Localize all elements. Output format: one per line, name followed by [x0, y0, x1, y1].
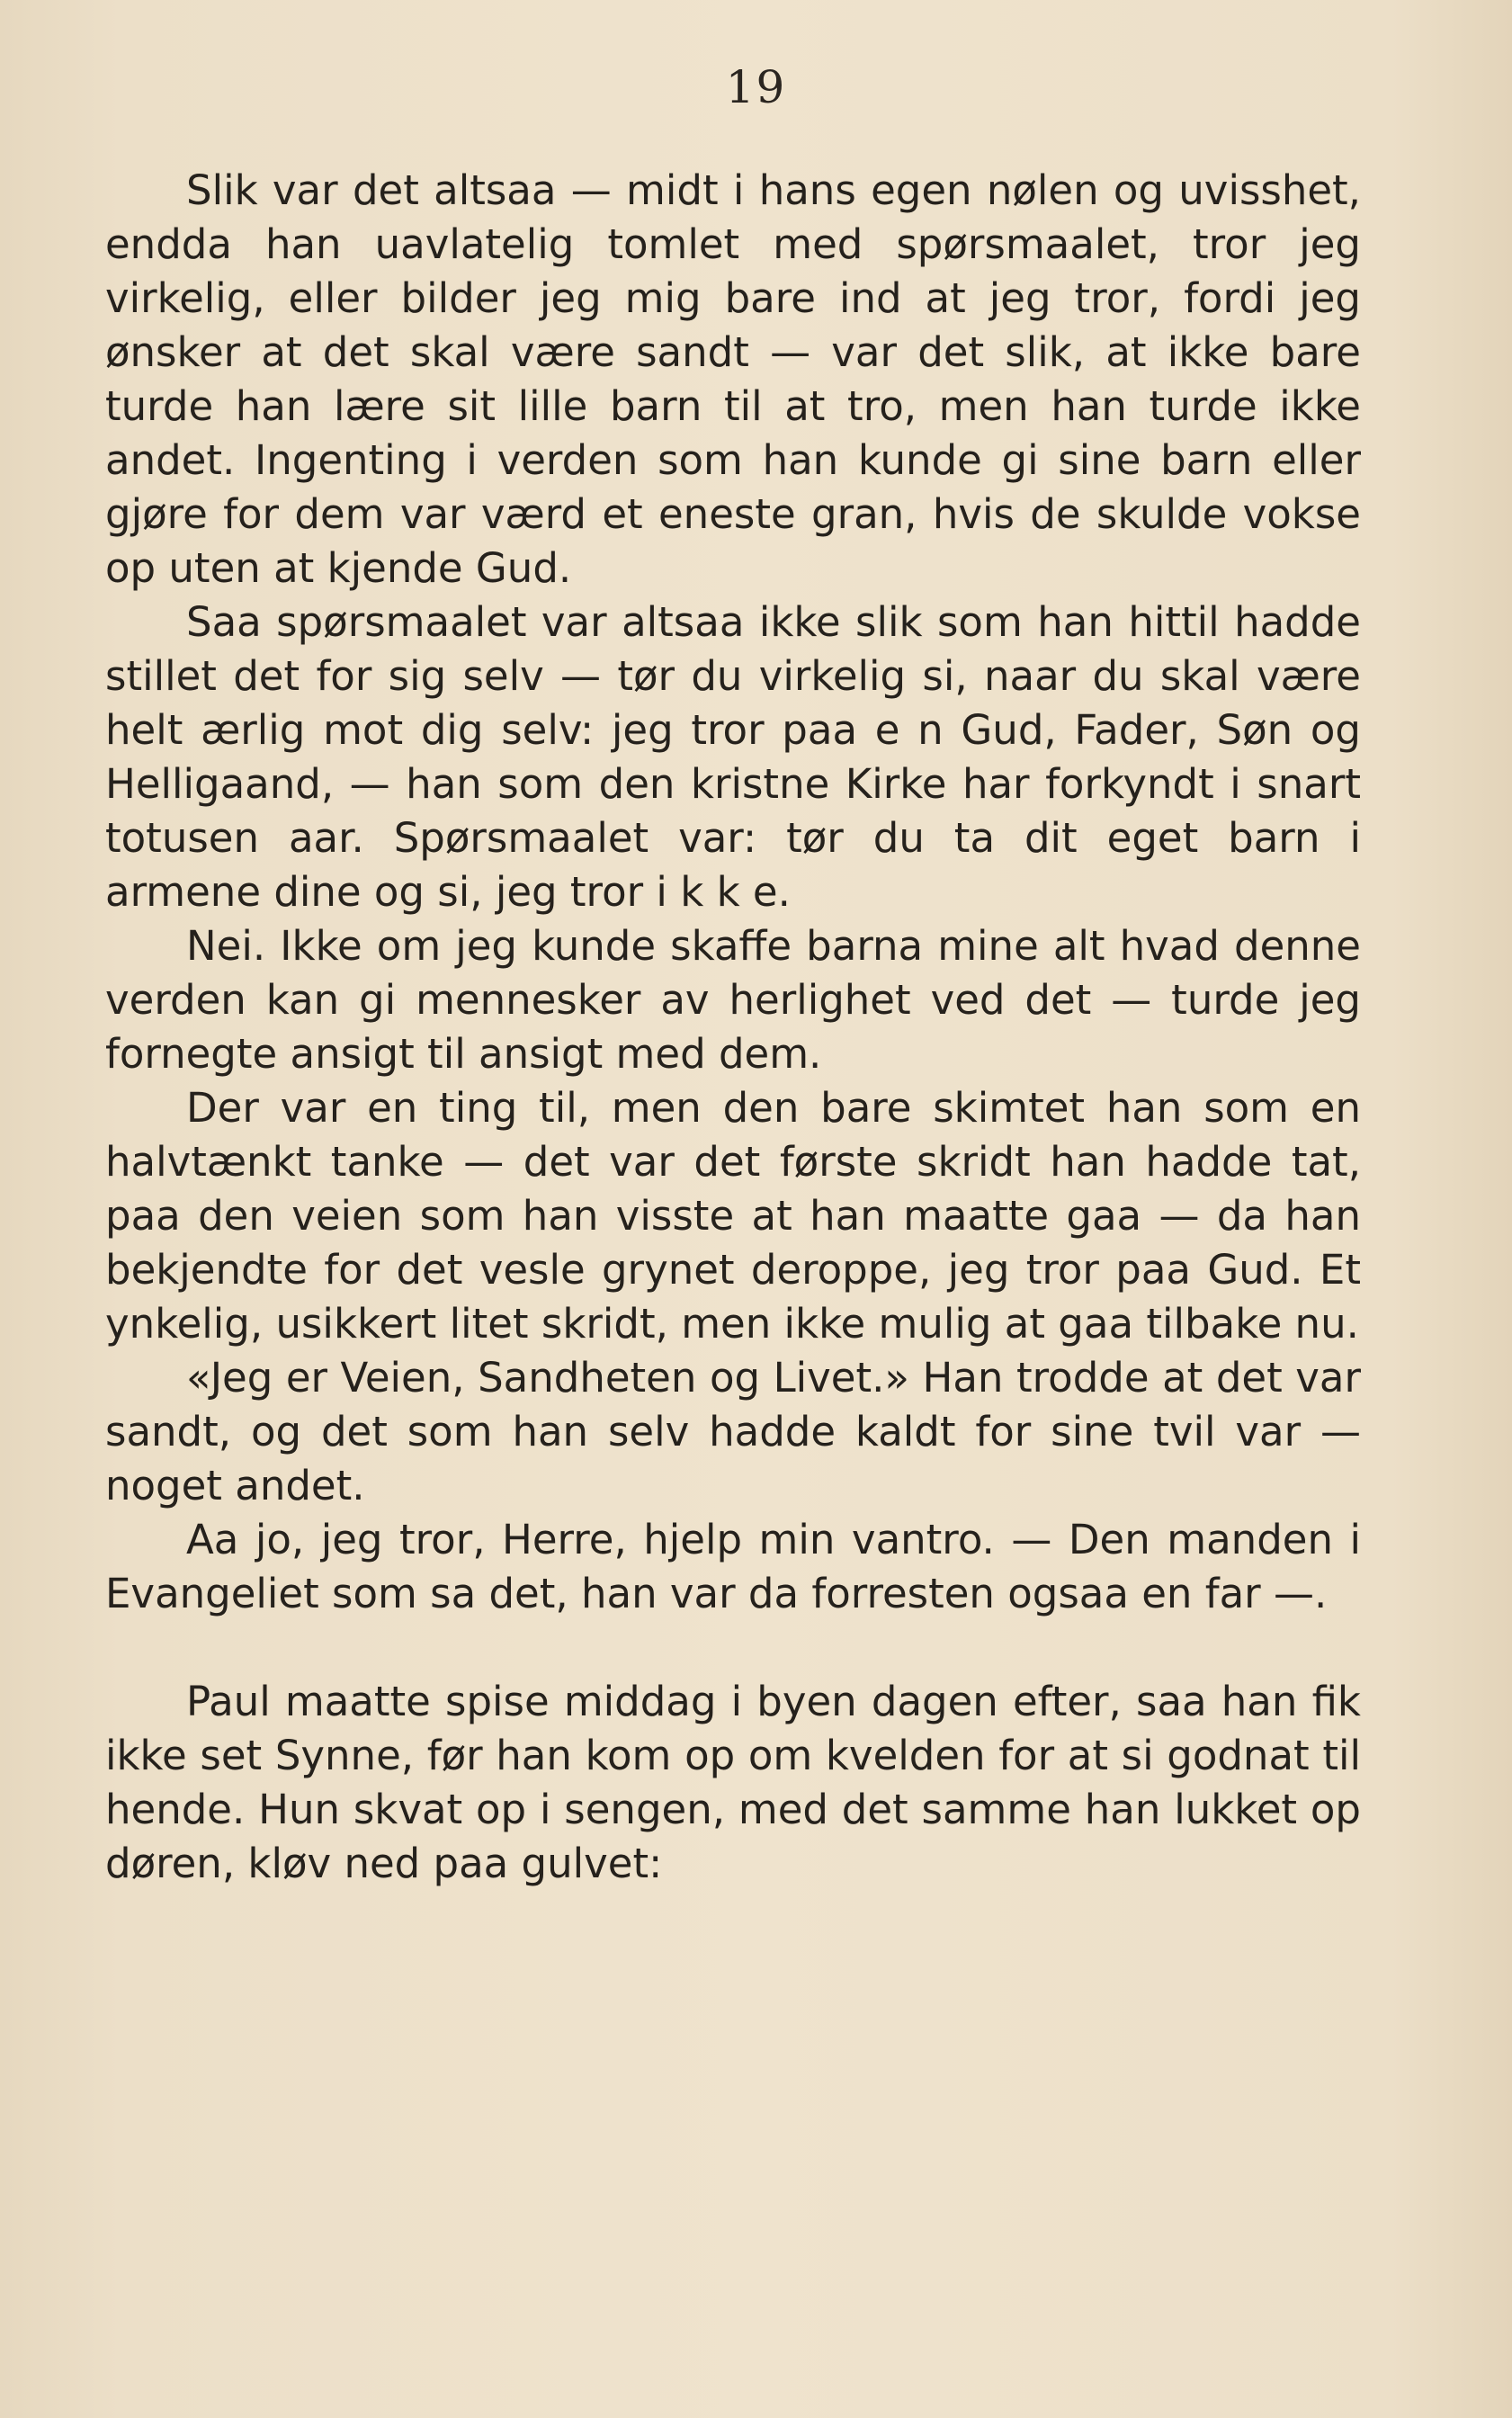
paragraph: «Jeg er Veien, Sandheten og Livet.» Han trodde at det var sandt, og det som han selv hadde kaldt for sine tvil var — noget andet.	[105, 1354, 1361, 1509]
paragraph: Saa spørsmaalet var altsaa ikke slik som han hittil hadde stillet det for sig selv — tør du virkelig si, naar du skal være helt ærlig mot dig selv: jeg tror paa e n Gud, Fader, Søn og Helligaand, — han som den kristne Kirke har forkyndt i snart totusen aar. Spørsmaalet var: tør du ta dit eget barn i armene dine og si, jeg tror i k k e.	[105, 598, 1361, 916]
paragraph: Nei. Ikke om jeg kunde skaffe barna mine alt hvad denne verden kan gi mennesker av herlighet ved det — turde jeg fornegte ansigt til ansigt med dem.	[105, 922, 1361, 1078]
paragraph: Paul maatte spise middag i byen dagen efter, saa han fik ikke set Synne, før han kom op om kvelden for at si godnat til hende. Hun skvat op i sengen, med det samme han lukket op døren, kløv ned paa gulvet:	[105, 1678, 1361, 1887]
paragraph: Der var en ting til, men den bare skimtet han som en halvtænkt tanke — det var det første skridt han hadde tat, paa den veien som han visste at han maatte gaa — da han bekjendte for det vesle grynet deroppe, jeg tror paa Gud. Et ynkelig, usikkert litet skridt, men ikke mulig at gaa tilbake nu.	[105, 1084, 1361, 1348]
page-number: 19	[725, 61, 787, 113]
paragraph: Aa jo, jeg tror, Herre, hjelp min vantro. — Den manden i Evangeliet som sa det, han var da forresten ogsaa en far —.	[105, 1516, 1361, 1617]
body-text	[105, 164, 1361, 1891]
paragraph: Slik var det altsaa — midt i hans egen nølen og uvisshet, endda han uavlatelig tomlet med spørsmaalet, tror jeg virkelig, eller bilder jeg mig bare ind at jeg tror, fordi jeg ønsker at det skal være sandt — var det slik, at ikke bare turde han lære sit lille barn til at tro, men han turde ikke andet. Ingenting i verden som han kunde gi sine barn eller gjøre for dem var værd et eneste gran, hvis de skulde vokse op uten at kjende Gud.	[105, 166, 1361, 592]
